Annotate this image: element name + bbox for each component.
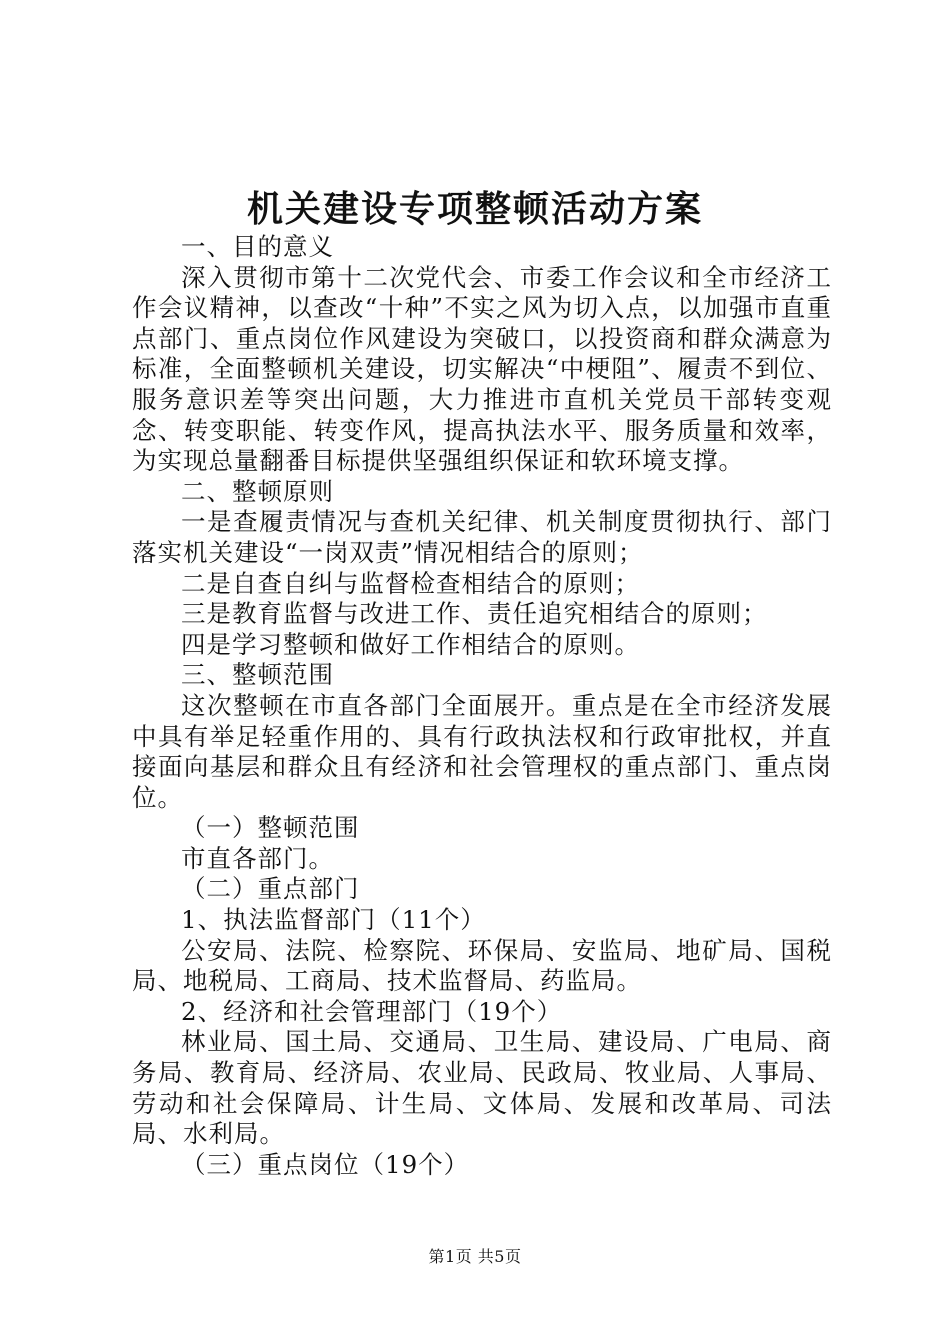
paragraph-enforcement-list: 公安局、法院、检察院、环保局、安监局、地矿局、国税局、地税局、工商局、技术监督局、药监局。	[132, 935, 832, 996]
paragraph-scope: 这次整顿在市直各部门全面展开。重点是在全市经济发展中具有举足轻重作用的、具有行政执法权和行政审批权，并直接面向基层和群众且有经济和社会管理权的重点部门、重点岗位。	[132, 690, 832, 812]
paragraph-principle-2: 二是自查自纠与监督检查相结合的原则；	[181, 568, 640, 598]
paragraph-principle-3: 三是教育监督与改进工作、责任追究相结合的原则；	[181, 599, 768, 629]
subheading-scope: （一）整顿范围	[181, 813, 360, 843]
list-heading-enforcement: 1、执法监督部门（11个）	[181, 905, 486, 935]
subheading-key-posts: （三）重点岗位（19个）	[181, 1149, 470, 1179]
document-title: 机关建设专项整顿活动方案	[246, 188, 703, 230]
paragraph-purpose: 深入贯彻市第十二次党代会、市委工作会议和全市经济工作会议精神，以查改“十种”不实之风为切入点，以加强市直重点部门、重点岗位作风建设为突破口，以投资商和群众满意为标准，全面整顿机关建设，切实解决“中梗阻”、履责不到位、服务意识差等突出问题，大力推进市直机关党员干部转变观念、转变职能、转变作风，提高执法水平、服务质量和效率，为实现总量翻番目标提供坚强组织保证和软环境支撑。	[132, 262, 832, 476]
paragraph-principle-4: 四是学习整顿和做好工作相结合的原则。	[181, 629, 640, 659]
paragraph-principle-1: 一是查履责情况与查机关纪律、机关制度贯彻执行、部门落实机关建设“一岗双责”情况相结合的原则；	[132, 507, 832, 567]
section-heading-principles: 二、整顿原则	[181, 476, 334, 506]
subheading-key-departments: （二）重点部门	[181, 874, 360, 904]
document-body	[132, 232, 832, 1180]
section-heading-purpose: 一、目的意义	[181, 232, 334, 261]
page-number-footer: 第1页 共5页	[428, 1247, 522, 1266]
list-heading-economic: 2、经济和社会管理部门（19个）	[181, 996, 563, 1026]
paragraph-economic-list: 林业局、国土局、交通局、卫生局、建设局、广电局、商务局、教育局、经济局、农业局、民政局、牧业局、人事局、劳动和社会保障局、计生局、文体局、发展和改革局、司法局、水利局。	[132, 1027, 832, 1149]
section-heading-scope: 三、整顿范围	[181, 660, 334, 690]
paragraph-scope-departments: 市直各部门。	[181, 843, 334, 873]
